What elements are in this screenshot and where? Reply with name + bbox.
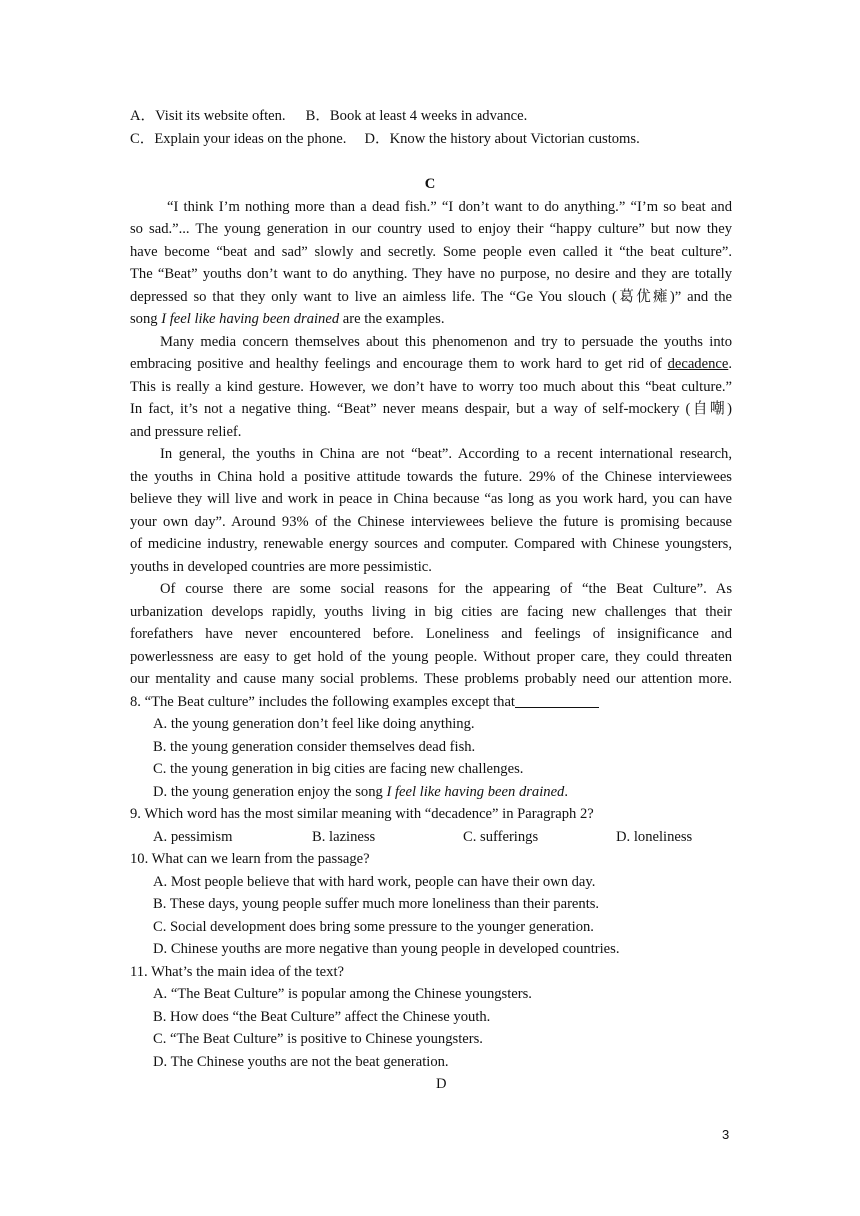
p2-line-3: This is really a kind gesture. However, we don’t have to worry too much about this “beat culture.” <box>130 379 732 395</box>
p2-line-1: Many media concern themselves about this phenomenon and try to persuade the youths into <box>160 334 732 350</box>
q10-option-d[interactable]: D. Chinese youths are more negative than young people in developed countries. <box>153 941 620 957</box>
p1-line-6 <box>130 308 444 330</box>
p2-line-5: and pressure relief. <box>130 424 242 440</box>
section-d-heading: D <box>436 1076 447 1092</box>
q10-option-a[interactable]: A. Most people believe that with hard work, people can have their own day. <box>153 874 596 890</box>
q10-option-c[interactable]: C. Social development does bring some pressure to the younger generation. <box>153 919 594 935</box>
q8-stem <box>130 691 599 713</box>
p4-line-1: Of course there are some social reasons for the appearing of “the Beat Culture”. As <box>160 581 732 597</box>
p1-line-2: so sad.”... The young generation in our country used to enjoy their “happy culture” but now they <box>130 221 732 237</box>
p1-line-5: depressed so that they only want to live an aimless life. The “Ge You slouch (葛优瘫)” and the <box>130 289 732 305</box>
q9-option-a[interactable]: A. pessimism <box>153 829 233 845</box>
q8-option-b[interactable]: B. the young generation consider themselves dead fish. <box>153 739 476 755</box>
prev-option-a: A．Visit its website often. <box>130 108 286 124</box>
prev-option-b: B．Book at least 4 weeks in advance. <box>305 108 528 124</box>
q8-option-d-pre: D. the young generation enjoy the song <box>153 784 387 800</box>
q9-stem: 9. Which word has the most similar meaning with “decadence” in Paragraph 2? <box>130 806 594 822</box>
p2-line-4: In fact, it’s not a negative thing. “Beat” never means despair, but a way of self-mockery (自嘲) <box>130 401 732 417</box>
q9-option-c[interactable]: C. sufferings <box>463 829 539 845</box>
q10-option-b[interactable]: B. These days, young people suffer much more loneliness than their parents. <box>153 896 600 912</box>
prev-options-row-1 <box>130 105 527 127</box>
prev-option-d: D．Know the history about Victorian customs. <box>364 131 640 147</box>
prev-options-row-2 <box>130 128 640 150</box>
p3-line-4: your own day”. Around 93% of the Chinese interviewees believe the future is promising because <box>130 514 732 530</box>
q8-option-c[interactable]: C. the young generation in big cities are facing new challenges. <box>153 761 524 777</box>
prev-option-c: C．Explain your ideas on the phone. <box>130 131 347 147</box>
p3-line-5: of medicine industry, renewable energy sources and computer. Compared with Chinese youngsters, <box>130 536 732 552</box>
p1-line-4: The “Beat” youths don’t want to do anything. They have no purpose, no desire and they are totally <box>130 266 732 282</box>
section-c-heading: C <box>424 176 436 192</box>
q8-option-d-song: I feel like having been drained <box>386 784 565 800</box>
p2-line-2 <box>130 353 732 375</box>
p2-line-2-post: . <box>728 356 732 372</box>
q9-option-b[interactable]: B. laziness <box>312 829 376 845</box>
p1-line-6-post: are the examples. <box>339 311 445 327</box>
q10-stem: 10. What can we learn from the passage? <box>130 851 370 867</box>
q8-stem-text: 8. “The Beat culture” includes the following examples except that <box>130 694 515 710</box>
q11-stem: 11. What’s the main idea of the text? <box>130 964 344 980</box>
p3-line-6: youths in developed countries are more pessimistic. <box>130 559 432 575</box>
answer-blank[interactable] <box>515 693 599 708</box>
p1-line-6-pre: song <box>130 311 162 327</box>
page-number: 3 <box>722 1127 730 1142</box>
q11-option-d[interactable]: D. The Chinese youths are not the beat generation. <box>153 1054 449 1070</box>
p1-line-1: “I think I’m nothing more than a dead fish.” “I don’t want to do anything.” “I’m so beat and <box>167 199 732 215</box>
q11-option-a[interactable]: A. “The Beat Culture” is popular among the Chinese youngsters. <box>153 986 532 1002</box>
q8-option-d[interactable] <box>153 781 568 803</box>
q11-option-b[interactable]: B. How does “the Beat Culture” affect the Chinese youth. <box>153 1009 491 1025</box>
p1-line-3: have become “beat and sad” slowly and secretly. Some people even called it “the beat culture”. <box>130 244 732 260</box>
p2-line-2-pre: embracing positive and healthy feelings and encourage them to work hard to get rid of <box>130 356 668 372</box>
underlined-word-decadence: decadence <box>667 356 729 372</box>
q8-option-d-post: . <box>564 784 569 800</box>
song-title: I feel like having been drained <box>161 311 340 327</box>
p4-line-2: urbanization develops rapidly, youths living in big cities are facing new challenges that their <box>130 604 732 620</box>
p4-line-5: our mentality and cause many social problems. These problems probably need our attention more. <box>130 671 732 687</box>
p3-line-1: In general, the youths in China are not “beat”. According to a recent international research, <box>160 446 732 462</box>
p4-line-3: forefathers have never encountered before. Loneliness and feelings of insignificance and <box>130 626 732 642</box>
p3-line-3: believe they will live and work in peace in China because “as long as you work hard, you can have <box>130 491 732 507</box>
q11-option-c[interactable]: C. “The Beat Culture” is positive to Chinese youngsters. <box>153 1031 483 1047</box>
q9-option-d[interactable]: D. loneliness <box>616 829 693 845</box>
q8-option-a[interactable]: A. the young generation don’t feel like doing anything. <box>153 716 475 732</box>
p3-line-2: the youths in China hold a positive attitude towards the future. 29% of the Chinese interviewees <box>130 469 732 485</box>
p4-line-4: powerlessness are easy to get hold of the young people. Without proper care, they could threaten <box>130 649 732 665</box>
